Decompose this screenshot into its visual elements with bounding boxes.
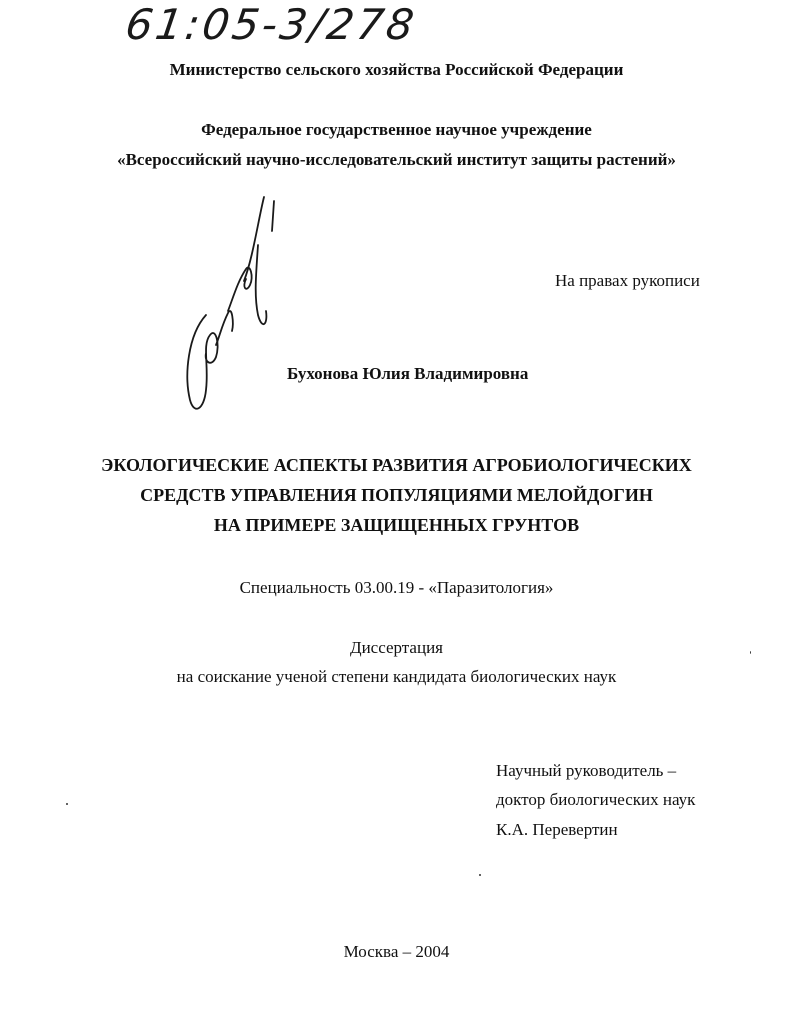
archive-code: 61:05-3/278 [122, 0, 420, 49]
supervisor-role: Научный руководитель – [496, 761, 677, 780]
title-line-1: ЭКОЛОГИЧЕСКИЕ АСПЕКТЫ РАЗВИТИЯ АГРОБИОЛОГИЧЕСКИХ [101, 455, 692, 475]
title-line-2: СРЕДСТВ УПРАВЛЕНИЯ ПОПУЛЯЦИЯМИ МЕЛОЙДОГИН [140, 485, 653, 505]
ministry-name: Министерство сельского хозяйства Российской Федерации [169, 60, 624, 79]
title-line-3: НА ПРИМЕРЕ ЗАЩИЩЕННЫХ ГРУНТОВ [213, 515, 580, 535]
institution-type: Федеральное государственное научное учреждение [201, 120, 592, 139]
scan-speck [479, 874, 481, 876]
specialty: Специальность 03.00.19 - «Паразитология» [239, 578, 554, 597]
place-year: Москва – 2004 [343, 942, 450, 961]
scan-speck [750, 651, 751, 654]
handwritten-signature [176, 185, 286, 420]
dissertation-label: Диссертация [349, 638, 443, 657]
supervisor-degree: доктор биологических наук [496, 790, 696, 809]
institution-name: «Всероссийский научно-исследовательский институт защиты растений» [117, 150, 676, 169]
supervisor-name: К.А. Перевертин [496, 820, 618, 839]
manuscript-rights: На правах рукописи [555, 271, 700, 290]
dissertation-purpose: на соискание ученой степени кандидата биологических наук [176, 667, 617, 686]
author-name: Бухонова Юлия Владимировна [287, 364, 529, 383]
scan-speck [66, 803, 68, 805]
